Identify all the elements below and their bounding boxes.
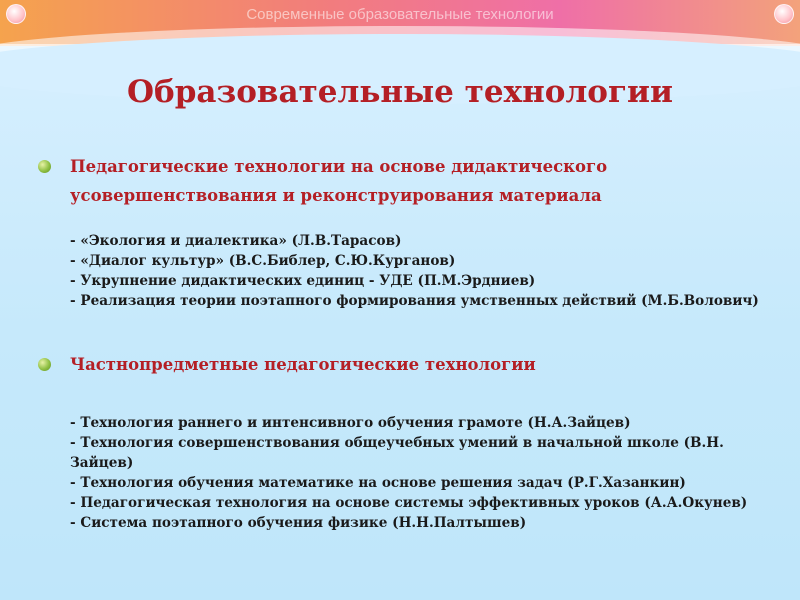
list-item: - Система поэтапного обучения физике (Н.Н.Палтышев) <box>70 515 527 531</box>
bullet-row <box>0 152 800 210</box>
list-item: - Технология совершенствования общеучебных умений в начальной школе (В.Н. Зайцев) <box>70 435 724 471</box>
section-heading-line: усовершенствования и реконструирования материала <box>70 186 602 205</box>
section-didactic <box>0 152 800 311</box>
bullet-icon <box>38 160 51 173</box>
bullet-icon <box>38 358 51 371</box>
list-item: - Педагогическая технология на основе системы эффективных уроков (А.А.Окунев) <box>70 495 748 511</box>
list-item: - «Экология и диалектика» (Л.В.Тарасов) <box>70 233 402 249</box>
bullet-row <box>0 350 800 379</box>
list-item: - Технология раннего и интенсивного обучения грамоте (Н.А.Зайцев) <box>70 415 631 431</box>
section-subject <box>0 350 800 379</box>
section-heading-line: Частнопредметные педагогические технологии <box>70 355 536 374</box>
list <box>0 413 800 533</box>
list-item: - «Диалог культур» (В.С.Библер, С.Ю.Курганов) <box>70 253 456 269</box>
section-heading-line: Педагогические технологии на основе дидактического <box>70 157 608 176</box>
slide-header: Современные образовательные технологии <box>246 6 554 23</box>
list-item: - Укрупнение дидактических единиц - УДЕ (П.М.Эрдниев) <box>70 273 536 289</box>
slide-title: Образовательные технологии <box>127 74 673 110</box>
list-item: - Технология обучения математике на основе решения задач (Р.Г.Хазанкин) <box>70 475 686 491</box>
list-item: - Реализация теории поэтапного формирования умственных действий (М.Б.Волович) <box>70 293 759 309</box>
list <box>0 231 800 311</box>
